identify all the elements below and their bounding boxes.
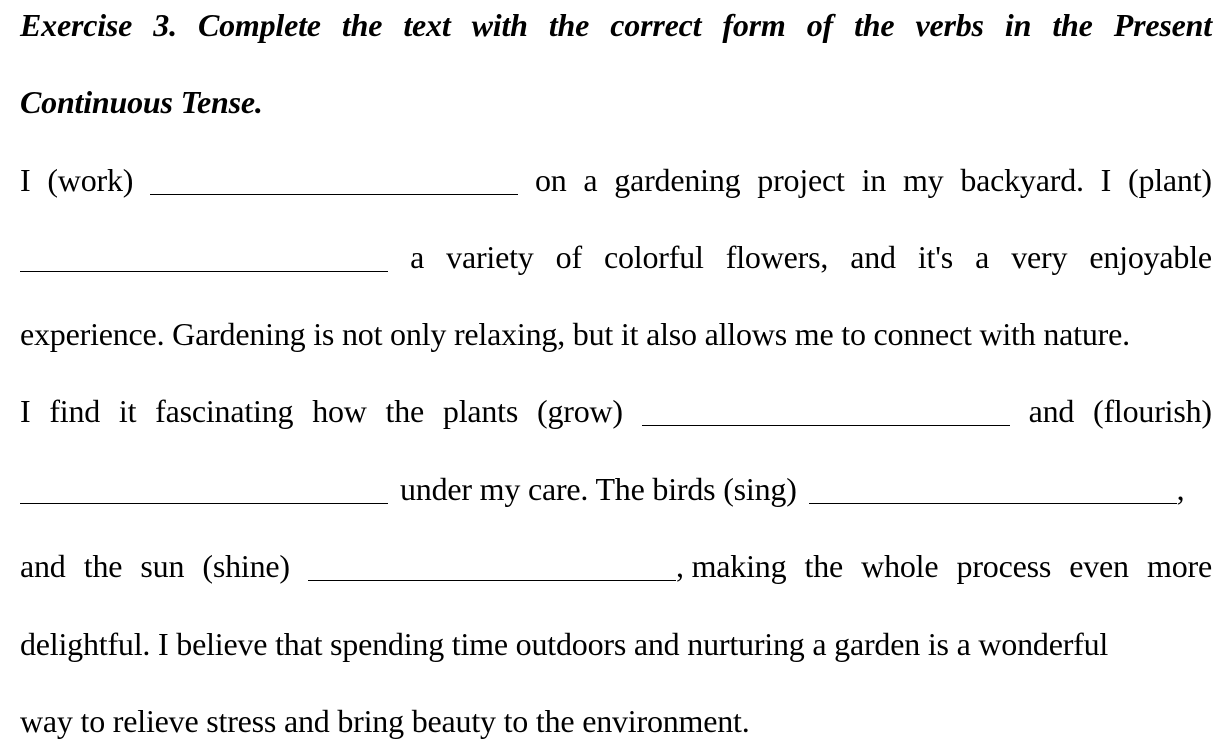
word: colorful <box>603 239 704 275</box>
title-word: in <box>1004 7 1032 43</box>
word: fascinating <box>155 393 294 429</box>
title-word: Complete <box>197 7 321 43</box>
text-line-8 <box>20 546 1212 586</box>
word: (shine) <box>202 548 290 584</box>
text-line-9 <box>20 624 1212 664</box>
title-word: the <box>854 7 895 43</box>
word: how <box>312 393 367 429</box>
title-word: Present <box>1113 7 1212 43</box>
word: very <box>1011 239 1068 275</box>
word: and <box>1028 393 1075 429</box>
text-line-3 <box>20 160 1212 200</box>
blank-work[interactable] <box>150 165 518 195</box>
word: , making <box>676 548 787 584</box>
title-word: text <box>403 7 451 43</box>
text-line-7 <box>20 469 1212 509</box>
word: of <box>555 239 582 275</box>
title-word: the <box>548 7 590 43</box>
blank-shine[interactable] <box>308 551 676 581</box>
title-word: with <box>471 7 528 43</box>
word: the <box>804 548 844 584</box>
word: process <box>956 548 1052 584</box>
title-word: the <box>1052 7 1093 43</box>
word: I <box>20 162 31 198</box>
word: (work) <box>47 162 134 198</box>
title-word: correct <box>610 7 702 43</box>
word: (flourish) <box>1093 393 1212 429</box>
word: (grow) <box>536 393 623 429</box>
title-word: 3. <box>153 7 177 43</box>
word: a <box>975 239 990 275</box>
blank-with-comma <box>308 546 786 586</box>
sentence-text: way to relieve stress and bring beauty to the environment. <box>20 703 750 739</box>
text-line-5 <box>20 314 1212 354</box>
word: project <box>757 162 845 198</box>
word: whole <box>861 548 939 584</box>
word: sun <box>140 548 185 584</box>
blank-flourish[interactable] <box>20 474 388 504</box>
sentence-text: under my care. The birds (sing) <box>400 471 797 507</box>
word: it <box>118 393 137 429</box>
text-line-4 <box>20 237 1212 277</box>
title-continuation: Continuous Tense. <box>20 84 263 120</box>
title-word: of <box>806 7 833 43</box>
word: a <box>410 239 425 275</box>
blank-sing[interactable] <box>809 474 1177 504</box>
punctuation-comma: , <box>1176 471 1185 507</box>
word: on <box>534 162 567 198</box>
exercise-title-line-2 <box>20 82 1212 122</box>
title-word: Exercise <box>20 7 133 43</box>
exercise-title-line-1 <box>20 5 1212 45</box>
word: a <box>583 162 598 198</box>
word: I <box>1100 162 1112 198</box>
word: the <box>83 548 123 584</box>
word: the <box>385 393 425 429</box>
sentence-text: delightful. I believe that spending time outdoors and nurturing a garden is a wonderful <box>20 626 1109 662</box>
title-word: the <box>341 7 383 43</box>
word: even <box>1069 548 1129 584</box>
word: and <box>20 548 66 584</box>
title-word: verbs <box>915 7 984 43</box>
title-word: form <box>722 7 786 43</box>
word: backyard. <box>960 162 1084 198</box>
word: (plant) <box>1127 162 1212 198</box>
word: flowers, <box>725 239 829 275</box>
word: enjoyable <box>1089 239 1212 275</box>
text-line-10 <box>20 701 1212 741</box>
word: plants <box>442 393 519 429</box>
word: more <box>1147 548 1212 584</box>
word: my <box>902 162 944 198</box>
word: and <box>850 239 896 275</box>
sentence-text: experience. Gardening is not only relaxing, but it also allows me to connect with nature. <box>20 316 1130 352</box>
blank-plant[interactable] <box>20 242 388 272</box>
text-line-6 <box>20 391 1212 431</box>
word: in <box>861 162 887 198</box>
blank-grow[interactable] <box>642 396 1010 426</box>
word: gardening <box>614 162 741 198</box>
word: I <box>20 393 31 429</box>
word: it's <box>917 239 954 275</box>
word: find <box>49 393 101 429</box>
word: variety <box>446 239 534 275</box>
